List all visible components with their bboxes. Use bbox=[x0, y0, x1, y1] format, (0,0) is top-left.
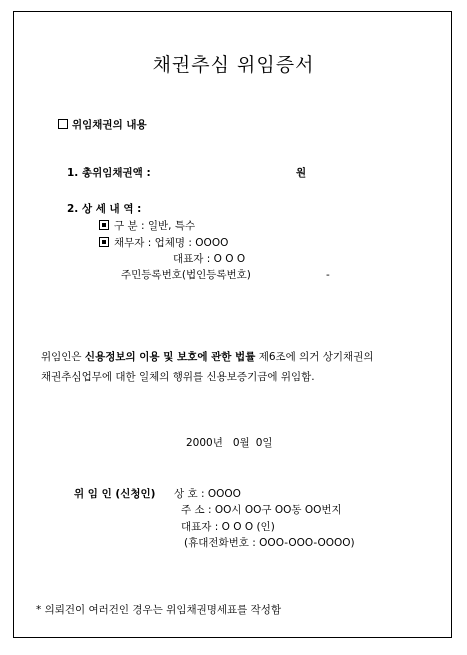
regno-line: 주민등록번호(법인등록번호) bbox=[121, 269, 251, 281]
delegation-pre: 위임인은 bbox=[41, 351, 85, 363]
delegation-post: 제6조에 의거 상기채권의 bbox=[255, 351, 374, 363]
delegation-line-2: 채권추심업무에 대한 일체의 행위를 신용보증기금에 위임함. bbox=[41, 371, 315, 383]
date-year: 2000년 bbox=[186, 437, 223, 449]
filled-square-icon bbox=[99, 237, 109, 247]
filled-square-icon bbox=[99, 220, 109, 230]
date-day: 0일 bbox=[255, 437, 273, 449]
total-amount-label: 1. 총위임채권액 : bbox=[67, 167, 151, 179]
debtor-line bbox=[99, 237, 228, 249]
footnote: * 의뢰건이 여러건인 경우는 위임채권명세표를 작성함 bbox=[36, 604, 282, 616]
checkbox-square-icon bbox=[58, 119, 68, 129]
details-label: 2. 상 세 내 역 : bbox=[67, 203, 142, 215]
delegator-rep: 대표자 : O O O (인) bbox=[181, 521, 275, 533]
debtor-line-text: 채무자 : 업체명 : OOOO bbox=[114, 237, 229, 249]
delegator-phone: (휴대전화번호 : OOO-OOO-OOOO) bbox=[184, 537, 355, 549]
delegator-label: 위 임 인 (신청인) bbox=[74, 488, 156, 500]
regno-dash: - bbox=[326, 269, 330, 281]
delegation-line-1 bbox=[41, 352, 373, 363]
type-line bbox=[99, 220, 195, 232]
delegator-trade-name: 상 호 : OOOO bbox=[174, 488, 241, 500]
document-date bbox=[186, 438, 273, 449]
date-month: 0월 bbox=[232, 437, 250, 449]
debtor-rep-line: 대표자 : O O O bbox=[173, 253, 246, 265]
delegator-address: 주 소 : OO시 OO구 OO동 OO번지 bbox=[181, 504, 342, 516]
delegation-law: 신용정보의 이용 및 보호에 관한 법률 bbox=[84, 351, 256, 363]
section-title bbox=[58, 119, 147, 131]
total-amount-unit: 원 bbox=[296, 167, 307, 179]
type-line-text: 구 분 : 일반, 특수 bbox=[114, 220, 196, 232]
section-title-text: 위임채권의 내용 bbox=[72, 119, 147, 131]
document-title: 채권추심 위임증서 bbox=[152, 54, 315, 76]
